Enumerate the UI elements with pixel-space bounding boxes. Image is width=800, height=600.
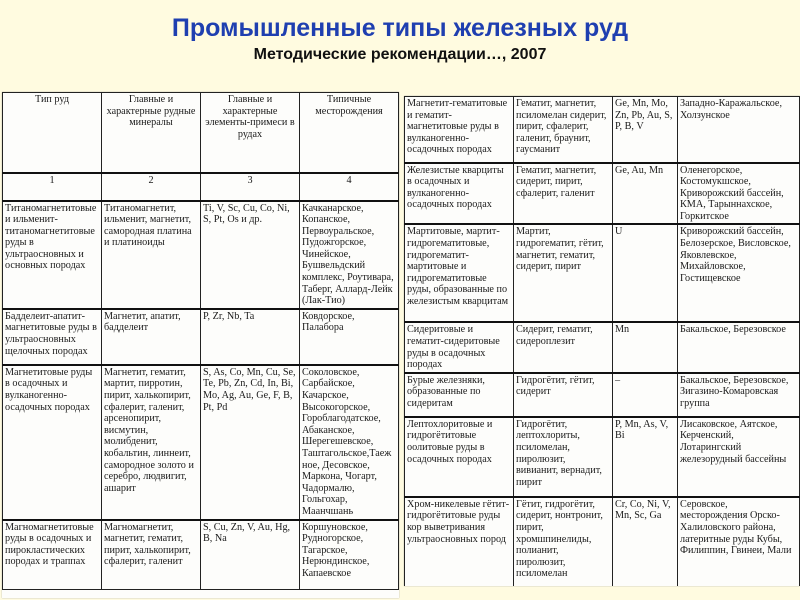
header-deposits: Типичные месторождения (300, 93, 399, 173)
header-minerals: Главные и характерные рудные минералы (102, 93, 201, 173)
table-cell: Западно-Каражальское, Холзунское (678, 97, 800, 163)
column-number: 3 (201, 173, 300, 201)
table-row (405, 322, 800, 372)
table-cell: Качканарское, Копанское, Первоуральское, Пудожгорское, Чинейское, Бушвельдский комплекс, Роутивара, Таберг, Аллард-Лейк (Лак-Тио) (300, 201, 399, 309)
table-cell: Лисаковское, Аятское, Керченский, Лотарингский железорудный бассейны (678, 417, 800, 497)
table-cell: Хром-никелевые гётит-гидрогётитовые руды кор выветривания ультраосновных пород (405, 497, 514, 586)
table-cell: Лептохлоритовые и гидрогётитовые оолитовые руды в осадочных породах (405, 417, 514, 497)
table-cell: Ge, Mn, Mo, Zn, Pb, Au, S, P, B, V (613, 97, 678, 163)
table-cell: Бадделеит-апатит-магнетитовые руды в ультраосновных щелочных породах (3, 309, 102, 365)
table-cell: Магнетит-гематитовые и гематит-магнетитовые руды в вулканогенно-осадочных породах (405, 97, 514, 163)
table-cell: Бурые железняки, образованные по сидеритам (405, 373, 514, 417)
table-cell: Ge, Au, Mn (613, 163, 678, 225)
table-row (405, 97, 800, 163)
table-cell: Ti, V, Sc, Cu, Co, Ni, S, Pt, Os и др. (201, 201, 300, 309)
table-row (405, 224, 800, 322)
table-cell: Сидерит, гематит, сидероплезит (514, 322, 613, 372)
table-cell: Магнетитовые руды в осадочных и вулканогенно-осадочных породах (3, 365, 102, 520)
table-cell: Сидеритовые и гематит-сидеритовые руды в осадочных породах (405, 322, 514, 372)
table-row (3, 309, 399, 365)
right-ore-table (404, 96, 800, 586)
table-cell: Ковдорское, Палабора (300, 309, 399, 365)
table-cell: Магнетит, апатит, бадделеит (102, 309, 201, 365)
table-row (405, 163, 800, 225)
table-cell: Титаномагнетитовые и ильменит-титаномагнетитовые руды в ультраосновных и основных породах (3, 201, 102, 309)
slide-subtitle: Методические рекомендации…, 2007 (253, 46, 547, 63)
table-cell: Mn (613, 322, 678, 372)
column-number: 2 (102, 173, 201, 201)
table-row (3, 520, 399, 590)
table-cell: S, As, Co, Mn, Cu, Se, Te, Pb, Zn, Cd, In, Bi, Mo, Ag, Au, Ge, F, B, Pt, Pd (201, 365, 300, 520)
table-cell: Криворожский бассейн, Белозерское, Висловское, Яковлевское, Михайловское, Гостищевское (678, 224, 800, 322)
table-row (405, 373, 800, 417)
table-cell: S, Cu, Zn, V, Au, Hg, B, Na (201, 520, 300, 590)
table-cell: Серовское, месторождения Орско-Халиловского района, латеритные руды Кубы, Филиппин, Гвинеи, Мали (678, 497, 800, 586)
table-cell: Магнетит, гематит, мартит, пирротин, пирит, халькопирит, сфалерит, галенит, арсенопирит, висмутин, молибденит, кобальтин, линнеит, самородное золото и серебро, людвигит, ашарит (102, 365, 201, 520)
table-row (405, 417, 800, 497)
table-cell: – (613, 373, 678, 417)
table-row (3, 201, 399, 309)
table-cell: P, Zr, Nb, Ta (201, 309, 300, 365)
table-cell: Cr, Co, Ni, V, Mn, Sc, Ga (613, 497, 678, 586)
table-cell: Магномагнетитовые руды в осадочных и пирокластических породах и траппах (3, 520, 102, 590)
left-table-scan (2, 92, 399, 598)
table-cell: Оленегорское, Костомукшское, Криворожский бассейн, КМА, Тарыннахское, Горкитское (678, 163, 800, 225)
table-cell: Мартит, гидрогематит, гётит, магнетит, гематит, сидерит, пирит (514, 224, 613, 322)
column-number: 1 (3, 173, 102, 201)
table-cell: Бакальское, Березовское (678, 322, 800, 372)
header-elements: Главные и характерные элементы-примеси в рудах (201, 93, 300, 173)
table-cell: Гётит, гидрогётит, сидерит, нонтронит, пирит, хромшпинелиды, полианит, пиролюзит, псиломелан (514, 497, 613, 586)
table-cell: U (613, 224, 678, 322)
table-row (3, 365, 399, 520)
table-cell: Гематит, магнетит, псиломелан сидерит, пирит, сфалерит, галенит, браунит, гаусманит (514, 97, 613, 163)
table-cell: Титаномагнетит, ильменит, магнетит, самородная платина и платиноиды (102, 201, 201, 309)
table-row (405, 497, 800, 586)
left-ore-table (2, 92, 399, 590)
table-cell: P, Mn, As, V, Bi (613, 417, 678, 497)
table-cell: Железистые кварциты в осадочных и вулканогенно-осадочных породах (405, 163, 514, 225)
table-cell: Соколовское, Сарбайское, Качарское, Высокогорское, Гороблагодатское, Абаканское, Шерегешевское, Таштагольское,Таежное, Десовское, Маркона, Чогарт, Чадормалю, Гольгохар, Маанчшань (300, 365, 399, 520)
column-number: 4 (300, 173, 399, 201)
table-cell: Гематит, магнетит, сидерит, пирит, сфалерит, галенит (514, 163, 613, 225)
right-table-scan (404, 96, 800, 586)
table-cell: Магномагнетит, магнетит, гематит, пирит, халькопирит, сфалерит, галенит (102, 520, 201, 590)
slide-title: Промышленные типы железных руд (171, 14, 629, 42)
table-cell: Коршуновское, Рудногорское, Тагарское, Нерюндинское, Капаевское (300, 520, 399, 590)
table-cell: Гидрогётит, гётит, сидерит (514, 373, 613, 417)
table-cell: Мартитовые, мартит-гидрогематитовые, гидрогематит-мартитовые и гидрогематитовые руды, образованные по железистым кварцитам (405, 224, 514, 322)
table-cell: Гидрогётит, лептохлориты, псиломелан, пиролюзит, вивианит, вернадит, пирит (514, 417, 613, 497)
header-ore-type: Тип руд (3, 93, 102, 173)
table-cell: Бакальское, Березовское, Зигазино-Комаровская группа (678, 373, 800, 417)
